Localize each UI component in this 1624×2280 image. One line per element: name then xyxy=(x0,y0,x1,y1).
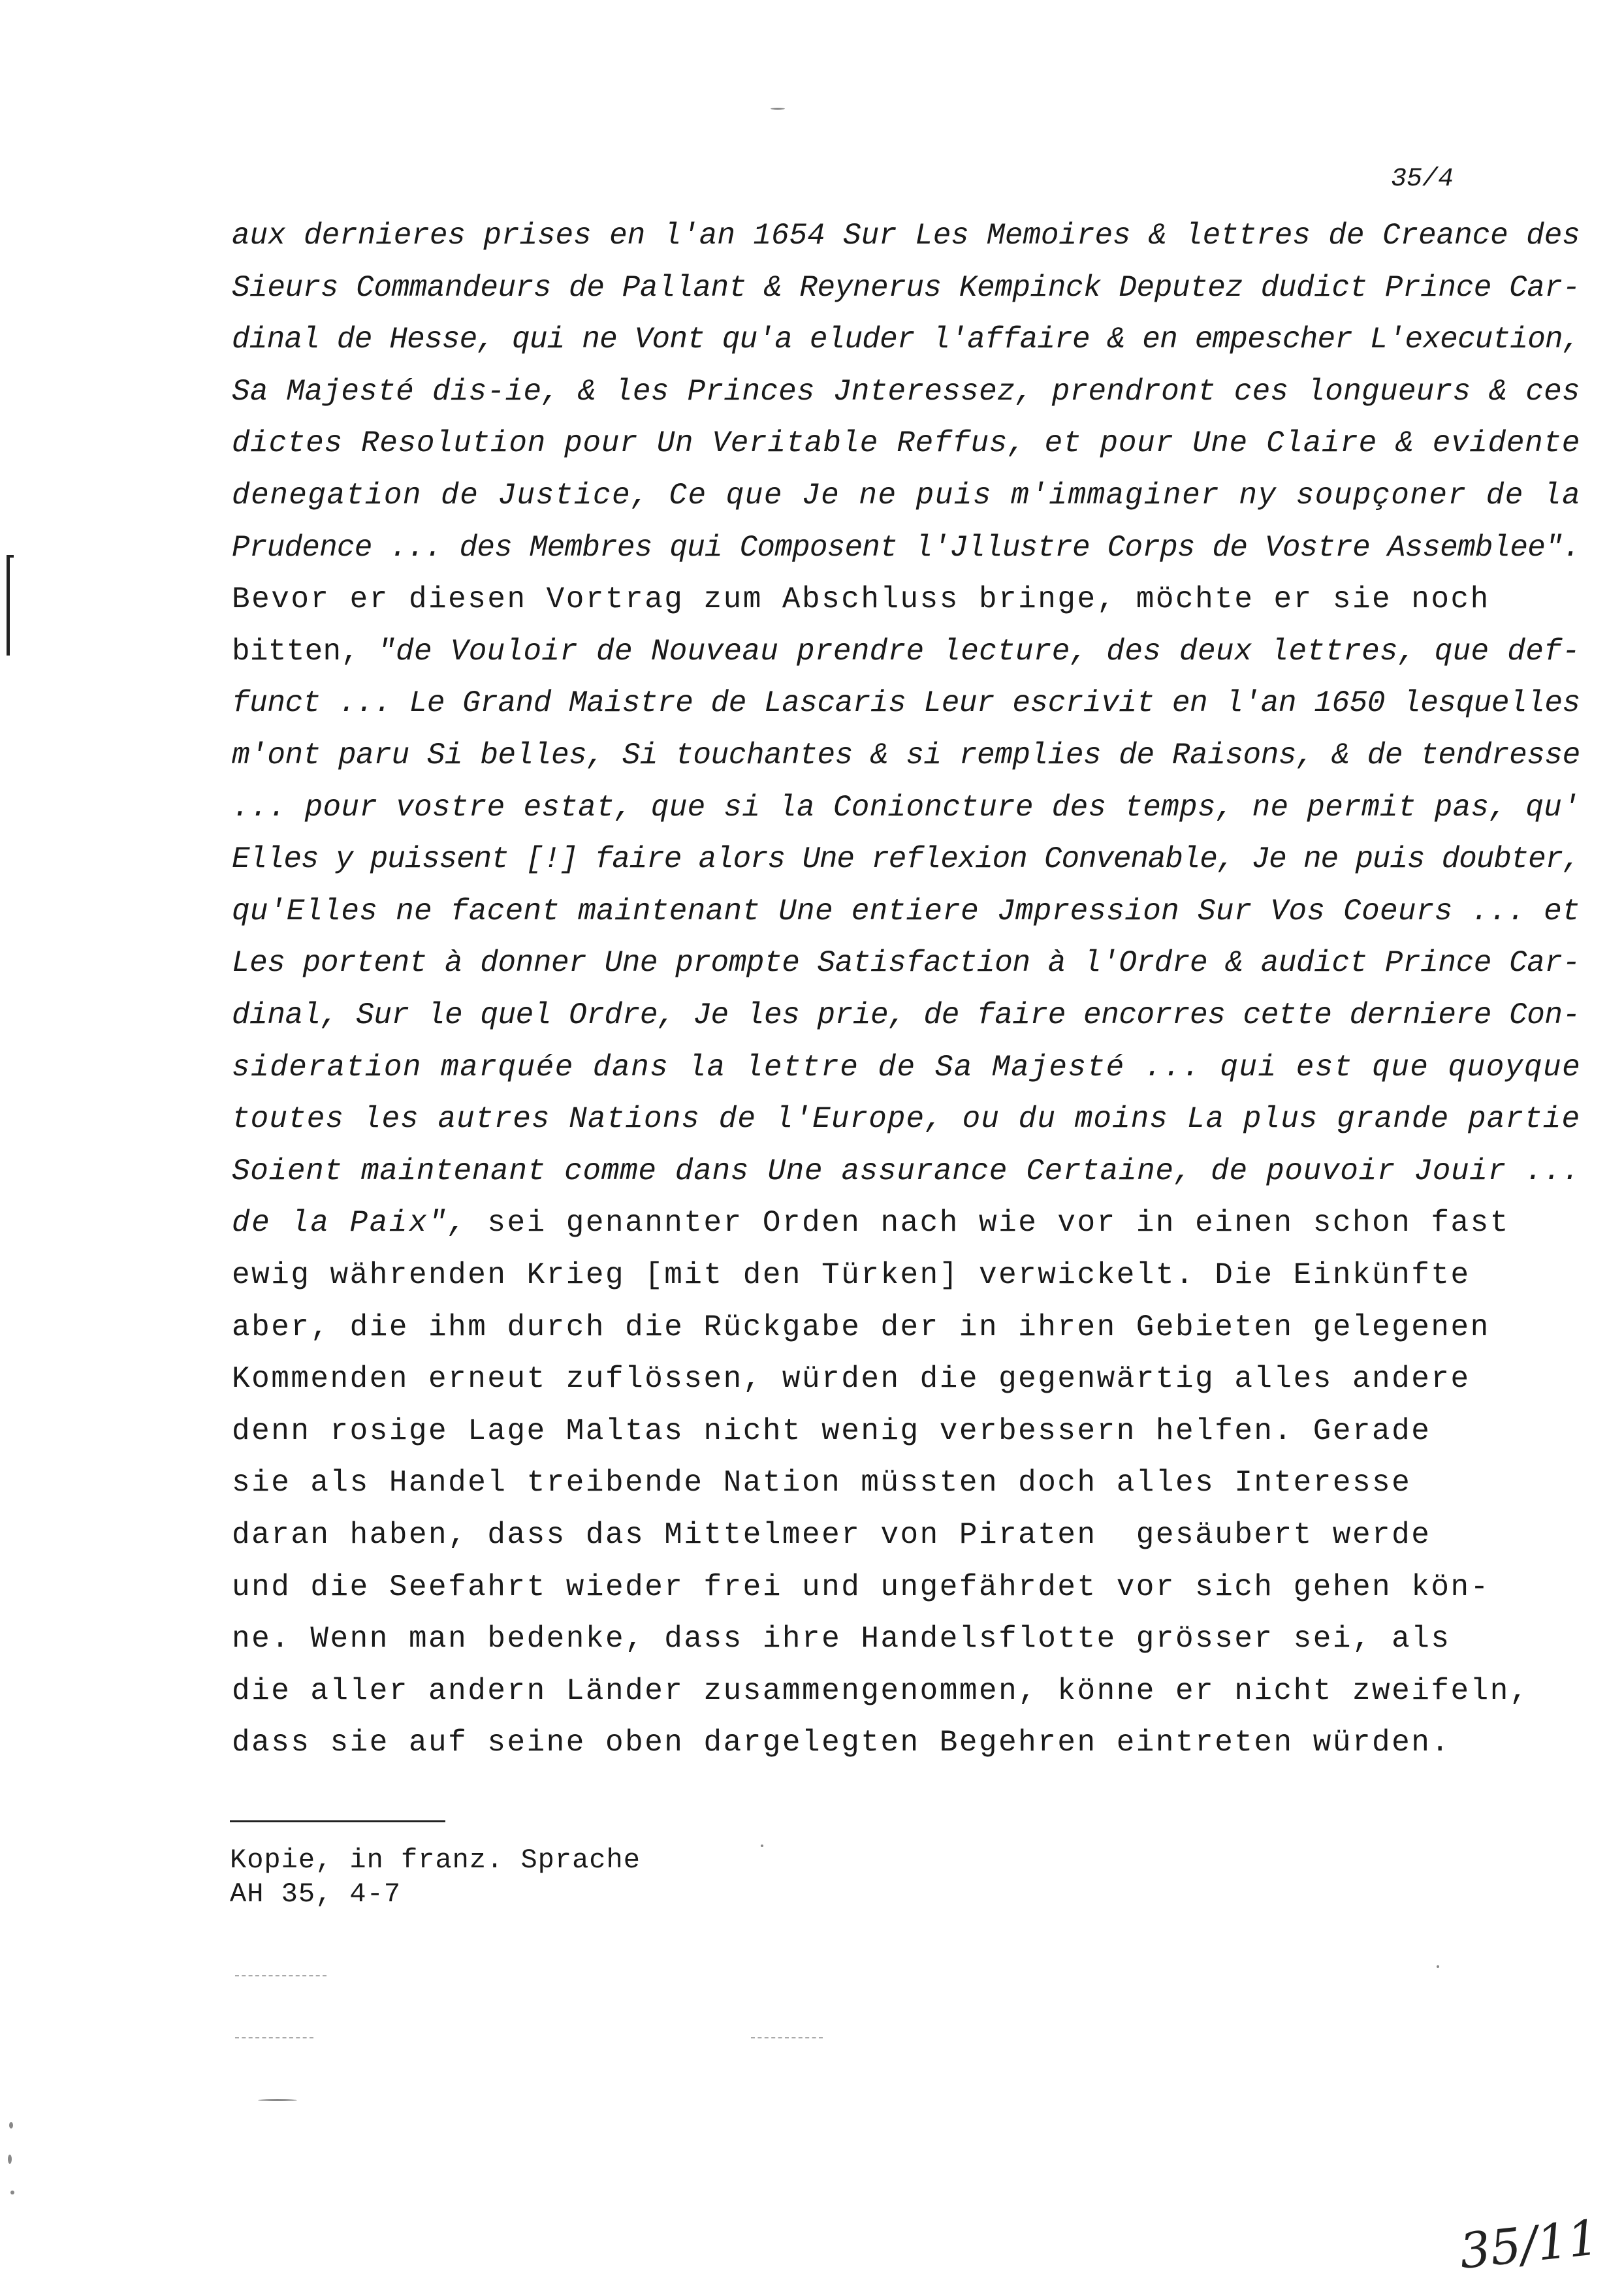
body-line: Kommenden erneut zuflössen, würden die gegenwärtig alles andere xyxy=(232,1362,1471,1396)
scan-artifact-speck xyxy=(258,2099,297,2101)
body-line: aber, die ihm durch die Rückgabe der in ihren Gebieten gelegenen xyxy=(232,1310,1490,1344)
body-line xyxy=(232,1208,1510,1238)
body-line: daran haben, dass das Mittelmeer von Piraten gesäubert werde xyxy=(232,1518,1431,1552)
scan-artifact-dash xyxy=(235,2037,313,2038)
body-line: toutes les autres Nations de l'Europe, ou du moins La plus grande partie xyxy=(232,1102,1581,1136)
body-line-segment: bitten, xyxy=(232,635,378,669)
scan-artifact-speck xyxy=(771,108,785,110)
body-line: dinal, Sur le quel Ordre, Je les prie, de faire encorres cette derniere Con- xyxy=(232,998,1580,1032)
body-line: Bevor er diesen Vortrag zum Abschluss bringe, möchte er sie noch xyxy=(232,582,1490,616)
body-line: funct ... Le Grand Maistre de Lascaris Leur escrivit en l'an 1650 lesquelles xyxy=(232,686,1580,720)
body-line: dictes Resolution pour Un Veritable Reffus, et pour Une Claire & evidente xyxy=(232,426,1581,460)
body-line: die aller andern Länder zusammengenommen, könne er nicht zweifeln, xyxy=(232,1674,1529,1708)
body-line: Soient maintenant comme dans Une assurance Certaine, de pouvoir Jouir ... xyxy=(232,1154,1581,1188)
body-line: denegation de Justice, Ce que Je ne puis m'immaginer ny soupçoner de la xyxy=(232,479,1582,513)
footnote-line-1: Kopie, in franz. Sprache xyxy=(230,1845,641,1876)
body-line: Elles y puissent [!] faire alors Une reflexion Convenable, Je ne puis doubter, xyxy=(232,842,1580,876)
scan-artifact-speck xyxy=(8,2155,12,2164)
body-line: ewig währenden Krieg [mit den Türken] verwickelt. Die Einkünfte xyxy=(232,1258,1471,1292)
scan-artifact-dash xyxy=(235,1975,326,1976)
body-line: m'ont paru Si belles, Si touchantes & si remplies de Raisons, & de tendresse xyxy=(232,738,1580,772)
scan-artifact-speck xyxy=(1437,1965,1439,1968)
body-line xyxy=(232,637,1580,667)
handwritten-folio-number: 35/11 xyxy=(1457,2209,1602,2280)
scan-artifact-dash xyxy=(751,2037,823,2038)
body-line: aux dernieres prises en l'an 1654 Sur Les Memoires & lettres de Creance des xyxy=(232,219,1580,253)
footnote-line-2: AH 35, 4-7 xyxy=(230,1878,402,1910)
body-line: dinal de Hesse, qui ne Vont qu'a eluder l'affaire & en empescher L'execution, xyxy=(232,323,1580,356)
body-line-segment: "de Vouloir de Nouveau prendre lecture, des deux lettres, que def- xyxy=(377,635,1580,669)
margin-bracket-mark xyxy=(7,555,14,656)
body-line: dass sie auf seine oben dargelegten Begehren eintreten würden. xyxy=(232,1726,1451,1760)
body-line: ... pour vostre estat, que si la Conioncture des temps, ne permit pas, qu' xyxy=(232,791,1580,825)
page-number: 35/4 xyxy=(1391,165,1454,194)
body-line: Sa Majesté dis-ie, & les Princes Jnteressez, prendront ces longueurs & ces xyxy=(232,375,1580,409)
body-line: Sieurs Commandeurs de Pallant & Reynerus Kempinck Deputez dudict Prince Car- xyxy=(232,271,1580,305)
body-line: und die Seefahrt wieder frei und ungefährdet vor sich gehen kön- xyxy=(232,1570,1490,1604)
scan-artifact-speck xyxy=(761,1845,763,1847)
footnote-rule xyxy=(230,1820,445,1822)
body-line-segment: sei genannter Orden nach wie vor in einen schon fast xyxy=(468,1206,1510,1240)
body-line: Les portent à donner Une prompte Satisfaction à l'Ordre & audict Prince Car- xyxy=(232,946,1580,980)
body-line: Prudence ... des Membres qui Composent l'Jllustre Corps de Vostre Assemblee". xyxy=(232,531,1580,565)
body-line-segment: de la Paix", xyxy=(232,1206,468,1240)
body-line: ne. Wenn man bedenke, dass ihre Handelsflotte grösser sei, als xyxy=(232,1622,1451,1656)
body-line: qu'Elles ne facent maintenant Une entiere Jmpression Sur Vos Coeurs ... et xyxy=(232,895,1580,928)
body-line: denn rosige Lage Maltas nicht wenig verbessern helfen. Gerade xyxy=(232,1414,1431,1448)
body-line: sideration marquée dans la lettre de Sa Majesté ... qui est que quoyque xyxy=(232,1051,1582,1085)
body-line: sie als Handel treibende Nation müssten doch alles Interesse xyxy=(232,1466,1412,1500)
scan-artifact-speck xyxy=(10,2191,14,2194)
scan-artifact-speck xyxy=(9,2122,13,2129)
